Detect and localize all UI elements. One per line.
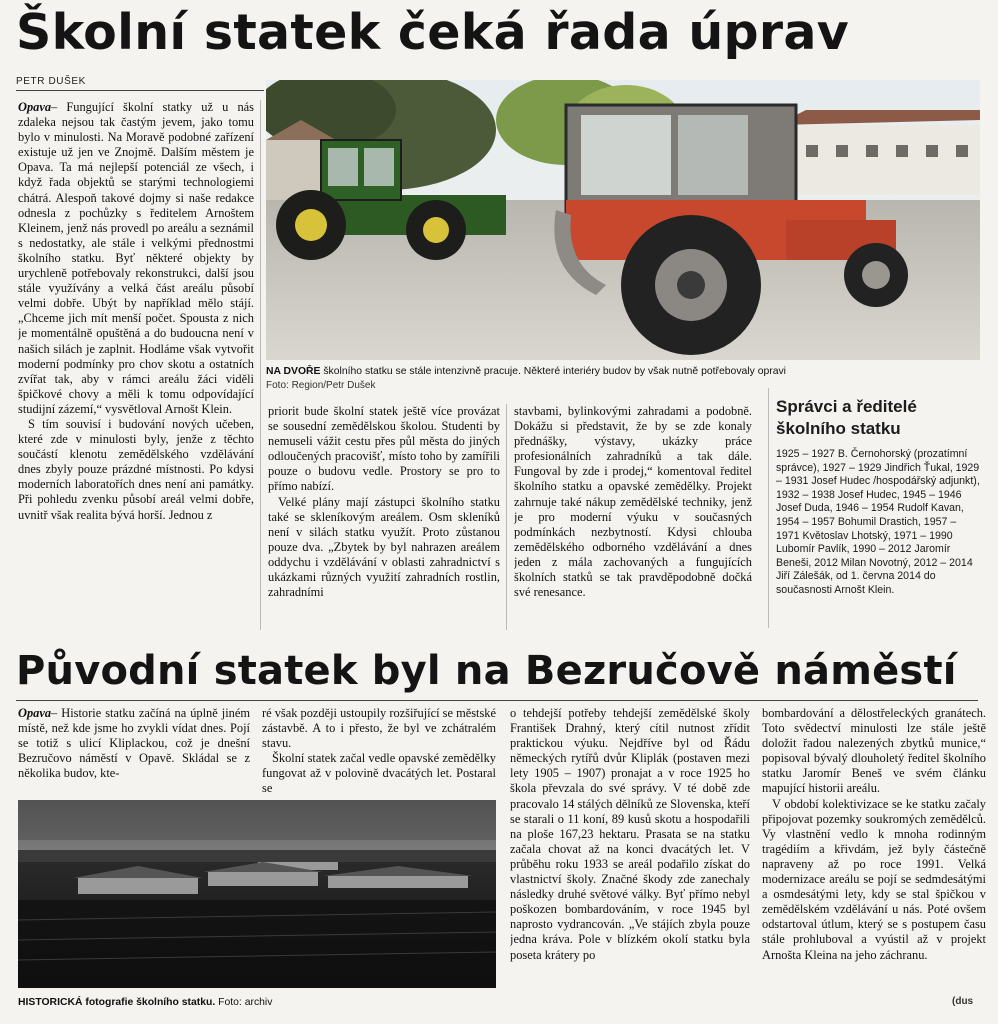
article2-paragraph: V období kolektivizace se ke statku začaly připojovat pozemky soukromých zemědělců. Vy vlastnění vedlo k mnoha rodinným tragédiím a křivdám, jež byly částečně napraveny až po roce 1991. Velká modernizace areálu se pojí se sedmdesátými a osmdesátými lety, kdy se stal špičkou v zemědělském vzdělávání u nás. Poté ovšem odstartoval útlum, který se s postupem času stále prohluboval a vyústil až v projekt Arnošta Kleina na jeho záchranu. — [762, 796, 986, 962]
sidebar-title: Správci a ředitelé školního statku — [776, 397, 917, 438]
historic-photo-illustration — [18, 800, 496, 988]
paragraph-text: – Historie statku začíná na úplně jiném místě, než kde jsme ho zvykli vídat dnes. Pojí se totiž s ulicí Kliplackou, což je dnešní Bezručovo náměstí v Opavě. Skládal se z několika budov, kte- — [18, 706, 250, 781]
article1-column-1 — [18, 100, 254, 632]
paragraph-text: – Fungující školní statky už u nás zdaleka nejsou tak častým jevem, jako tomu bylo v minulosti. Na Moravě podobné zařízení existuje už jen ve Znojmě. Dalším městem je Opava. Ta má nejlepší potenciál ze všech, i když řada objektů se starými technologiemi chátrá. Alespoň takové dojmy si naše redakce odnesla z pochůzky s ředitelem Arnoštem Kleinem, jenž nás provedl po areálu a seznámil s nedostatky, ale stále i velkými přednostmi školního statku. Byť některé objekty by urychleně potřebovaly rekonstrukci, další jsou stále využívány a velká část areálu působí velmi dobře. Ubýt by například mělo stájí. „Chceme jich mít menší počet. Spousta z nich je momentálně opuštěná a do budoucna není v našich silách je zaplnit. Hodláme však vytvořit moderní podmínky pro chov skotu a ostatních zvířat tak, aby v rámci areálu žáci viděli špičkové chovy a měli k tomu odpovídající studijní zázemí,“ vysvětloval Arnošt Klein. — [18, 100, 254, 416]
article2-column-3 — [510, 706, 750, 1012]
article1-column-3 — [514, 404, 752, 632]
article1-paragraph: priorit bude školní statek ještě více provázat se sousední zemědělskou školou. Studenti by nemuseli vážit cestu přes půl města do jiných odloučených pracovišť, místo toho by zamířili pouze o budovu vedle. Prostory se pro to přímo nabízí. — [268, 404, 500, 494]
photo-credit: Foto: archiv — [215, 997, 273, 1008]
article2-paragraph: bombardování a dělostřeleckých granátech. Toto svědectví minulosti lze stále ještě doložit řadou nalezených zbytků munice,“ popisoval bývalý dlouholetý ředitel školního statku Jaromír Beneš ve svém článku mapující historii areálu. — [762, 706, 986, 796]
column-divider — [506, 404, 507, 630]
article2-paragraph: Školní statek začal vedle opavské zemědělky fungovat až v polovině dvacátých let. Postaral se — [262, 751, 496, 796]
column-divider — [260, 100, 261, 630]
article2-column-2 — [262, 706, 496, 798]
article1-paragraph: stavbami, bylinkovými zahradami a podobně. Dokážu si představit, že by se zde konaly přednášky, výstavy, ukázky práce profesionálních zahradníků a tak dále. Fungoval by zde i prodej,“ komentoval ředitel školního statku a opavské zemědělky. Projekt zahrnuje také nákup zemědělské techniky, jenž je pro moderní výuku v současných podmínkách nezbytností. Kdysi chlouba zemědělského odborného vzdělávání a dnes jeden z mála zachovaných a fungujících školních statků se tak pravděpodobně dočká své renesance. — [514, 404, 752, 600]
article2-paragraph: ré však později ustoupily rozšiřující se městské zástavbě. A to i přesto, že byl ve zchátralém stavu. — [262, 706, 496, 751]
photo-caption — [266, 365, 980, 378]
photo-caption-text: fotografie školního statku. — [82, 997, 216, 1008]
article-headline: Školní statek čeká řada úprav — [16, 4, 849, 61]
historic-photo — [18, 800, 496, 988]
byline-rule — [16, 90, 264, 91]
article-headline: Původní statek byl na Bezručově náměstí — [16, 648, 957, 694]
article2-paragraph — [18, 706, 250, 781]
photo-caption-text: školního statku se stále intenzivně pracuje. Některé interiéry budov by však nutně potřebovaly opravi — [320, 366, 786, 377]
photo-credit: Foto: Region/Petr Dušek — [266, 380, 376, 391]
photo-caption-lead: NA DVOŘE — [266, 366, 321, 377]
article2-column-1 — [18, 706, 250, 798]
article1-column-2 — [268, 404, 500, 632]
article1-paragraph: S tím souvisí i budování nových učeben, které zde v minulosti byly, jenže z těchto součástí klenotu zemědělského vzdělávání dnes zbyly pouze prázdné místnosti. Po kdysi moderních laboratořích dnes není ani památky. Při pohledu zvenku působí areál velmi dobře, uvnitř však realita bývá horší. Jednou z — [18, 416, 254, 522]
headline-rule — [16, 700, 978, 701]
photo-caption — [18, 996, 496, 1009]
article2-column-4 — [762, 706, 986, 1006]
tractor-photo — [266, 80, 980, 360]
author-signature: (dus — [952, 996, 974, 1007]
article2-paragraph: o tehdejší potřeby tehdejší zemědělské školy František Drahný, který cítil nutnost zřídit praktickou výuku. Nejdříve byl od Řádu německých rytířů dvůr Kliplák (postaven mezi lety 1905 – 1907) pronajat a v roce 1925 ho škola převzala do své správy. V té době zde pracovalo 14 stálých dělníků ze Slovenska, kteří se starali o 11 koní, 89 kusů skotu a hospodařili na ploše 167,23 hektaru. Prasata se na statku začala chovat až na konci dvacátých let. V průběhu roku 1933 se areál podařilo získat do vlastnictví školy. Značné škody zde zanechaly následky druhé světové války. Byť přímo nebyl poškozen bombardováním, v roce 1945 byl naprosto vydrancován. „Ve stájích zbyla pouze jedna kráva. Pole v blízkém okolí statku byla poseta krátery po — [510, 706, 750, 962]
place-name: Opava — [18, 100, 52, 114]
tractor-photo-illustration — [266, 80, 980, 360]
article1-paragraph: Velké plány mají zástupci školního statku také se skleníkovým areálem. Osm skleníků není v silách statku využít. Proto zůstanou pouze dva. „Zbytek by byl nahrazen areálem oddychu i vzdělávání v oblasti zahradnictví s ukázkami různých využití zahradních rostlin, zahradními — [268, 494, 500, 600]
photo-caption-lead: HISTORICKÁ — [18, 997, 83, 1008]
byline: PETR DUŠEK — [16, 76, 86, 87]
article1-paragraph — [18, 100, 254, 417]
place-name: Opava — [18, 706, 52, 720]
sidebar-text: 1925 – 1927 B. Černohorský (prozatímní správce), 1927 – 1929 Jindřich Ťukal, 1929 – 1931 Josef Hudec /hospodářský adjunkt), 1932 – 1938 Josef Hudec, 1945 – 1946 Josef Duda, 1946 – 1954 Rudolf Kavan, 1954 – 1957 Bohumil Drastich, 1957 – 1971 Květoslav Lhotský, 1971 – 1990 Lubomír Pavlík, 1990 – 2012 Jaromír Beneši, 2012 Milan Novotný, 2012 – 2014 Jiří Zálešák, od 1. června 2014 do současnosti Arnošt Klein. — [776, 448, 980, 596]
